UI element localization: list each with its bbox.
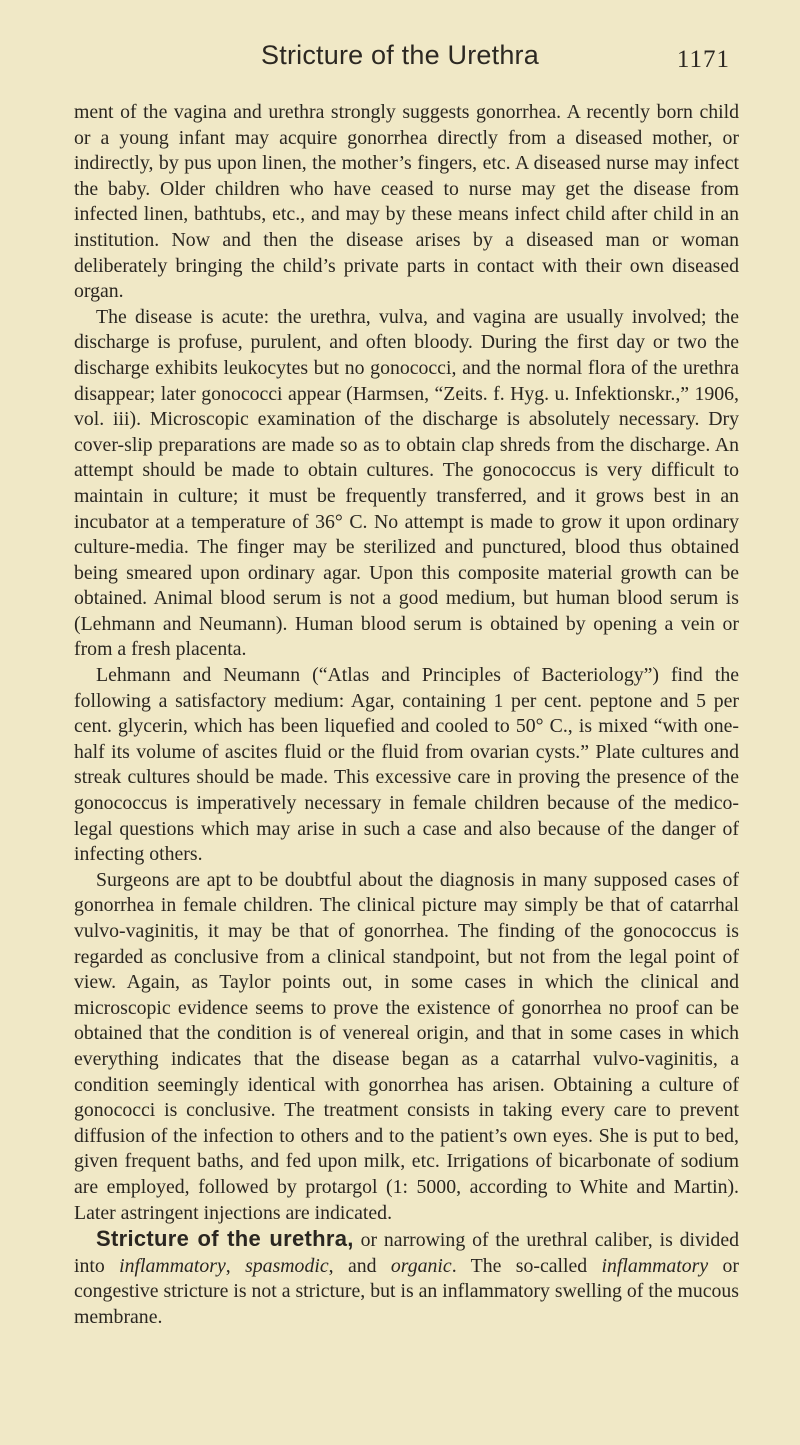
italic-term: inflammatory — [601, 1254, 709, 1277]
section-text: . The so-called — [451, 1254, 602, 1277]
section-text: or narrowing of the urethral caliber, is divided into — [74, 1229, 739, 1277]
section-paragraph — [74, 1226, 739, 1330]
page-number: 1171 — [676, 46, 730, 73]
section-heading: Stricture of the urethra, — [96, 1226, 354, 1252]
italic-term: organic — [390, 1254, 452, 1277]
paragraph: Surgeons are apt to be doubtful about the diagnosis in many supposed cases of gonorrhea in female children. The clinical picture may simply be that of catarrhal vulvo-vaginitis, it may be that of gonorrhea. The finding of the gonococcus is regarded as conclusive from a clinical standpoint, but not from the legal point of view. Again, as Taylor points out, in some cases in which the clinical and microscopic evidence seems to prove the existence of gonorrhea no proof can be obtained that the condition is of venereal origin, and that in some cases in which everything indicates that the disease began as a catarrhal vulvo-vaginitis, a condition seemingly identical with gonorrhea has arisen. Obtaining a culture of gonococci is conclusive. The treatment consists in taking every care to prevent diffusion of the infection to others and to the patient’s own eyes. She is put to bed, given frequent baths, and fed upon milk, etc. Irrigations of bicarbonate of sodium are employed, followed by protargol (1: 5000, according to White and Martin). Later astringent injections are indicated. — [74, 868, 739, 1224]
italic-term: spasmodic — [245, 1254, 329, 1277]
paragraph-continuation: ment of the vagina and urethra strongly suggests gonorrhea. A recently born child or a young infant may acquire gonorrhea directly from a diseased mother, or indirectly, by pus upon linen, the mother’s fingers, etc. A diseased nurse may infect the baby. Older children who have ceased to nurse may get the disease from infected linen, bathtubs, etc., and may by these means infect child after child in an institution. Now and then the disease arises by a diseased man or woman deliberately bringing the child’s private parts in contact with their own diseased organ. — [74, 101, 739, 303]
running-title: Stricture of the Urethra — [261, 40, 539, 70]
running-head — [0, 40, 800, 80]
separator: , and — [328, 1254, 391, 1277]
separator: , — [225, 1254, 246, 1277]
section-text: or congestive stricture is not a stricture, but is an inflammatory swelling of the mucous membrane. — [74, 1254, 740, 1328]
paragraph: Lehmann and Neumann (“Atlas and Principles of Bacteriology”) find the following a satisfactory medium: Agar, containing 1 per cent. peptone and 5 per cent. glycerin, which has been liquefied and cooled to 50° C., is mixed “with one-half its volume of ascites fluid or the fluid from ovarian cysts.” Plate cultures and streak cultures should be made. This excessive care in proving the presence of the gonococcus is imperatively necessary in female children because of the medico-legal questions which may arise in such a case and also because of the danger of infecting others. — [74, 664, 739, 866]
body-text — [74, 100, 739, 1331]
paragraph: The disease is acute: the urethra, vulva, and vagina are usually involved; the discharge is profuse, purulent, and often bloody. During the first day or two the discharge exhibits leukocytes but no gonococci, and the normal flora of the urethra disappear; later gonococci appear (Harmsen, “Zeits. f. Hyg. u. Infektionskr.,” 1906, vol. iii). Microscopic examination of the discharge is absolutely necessary. Dry cover-slip preparations are made so as to obtain clap shreds from the discharge. An attempt should be made to obtain cultures. The gonococcus is very difficult to maintain in culture; it must be frequently transferred, and it grows best in an incubator at a temperature of 36° C. No attempt is made to grow it upon ordinary culture-media. The finger may be sterilized and punctured, blood thus obtained being smeared upon ordinary agar. Upon this composite material growth can be obtained. Animal blood serum is not a good medium, but human blood serum is (Lehmann and Neumann). Human blood serum is obtained by opening a vein or from a fresh placenta. — [74, 305, 739, 661]
italic-term: inflammatory — [119, 1254, 226, 1277]
